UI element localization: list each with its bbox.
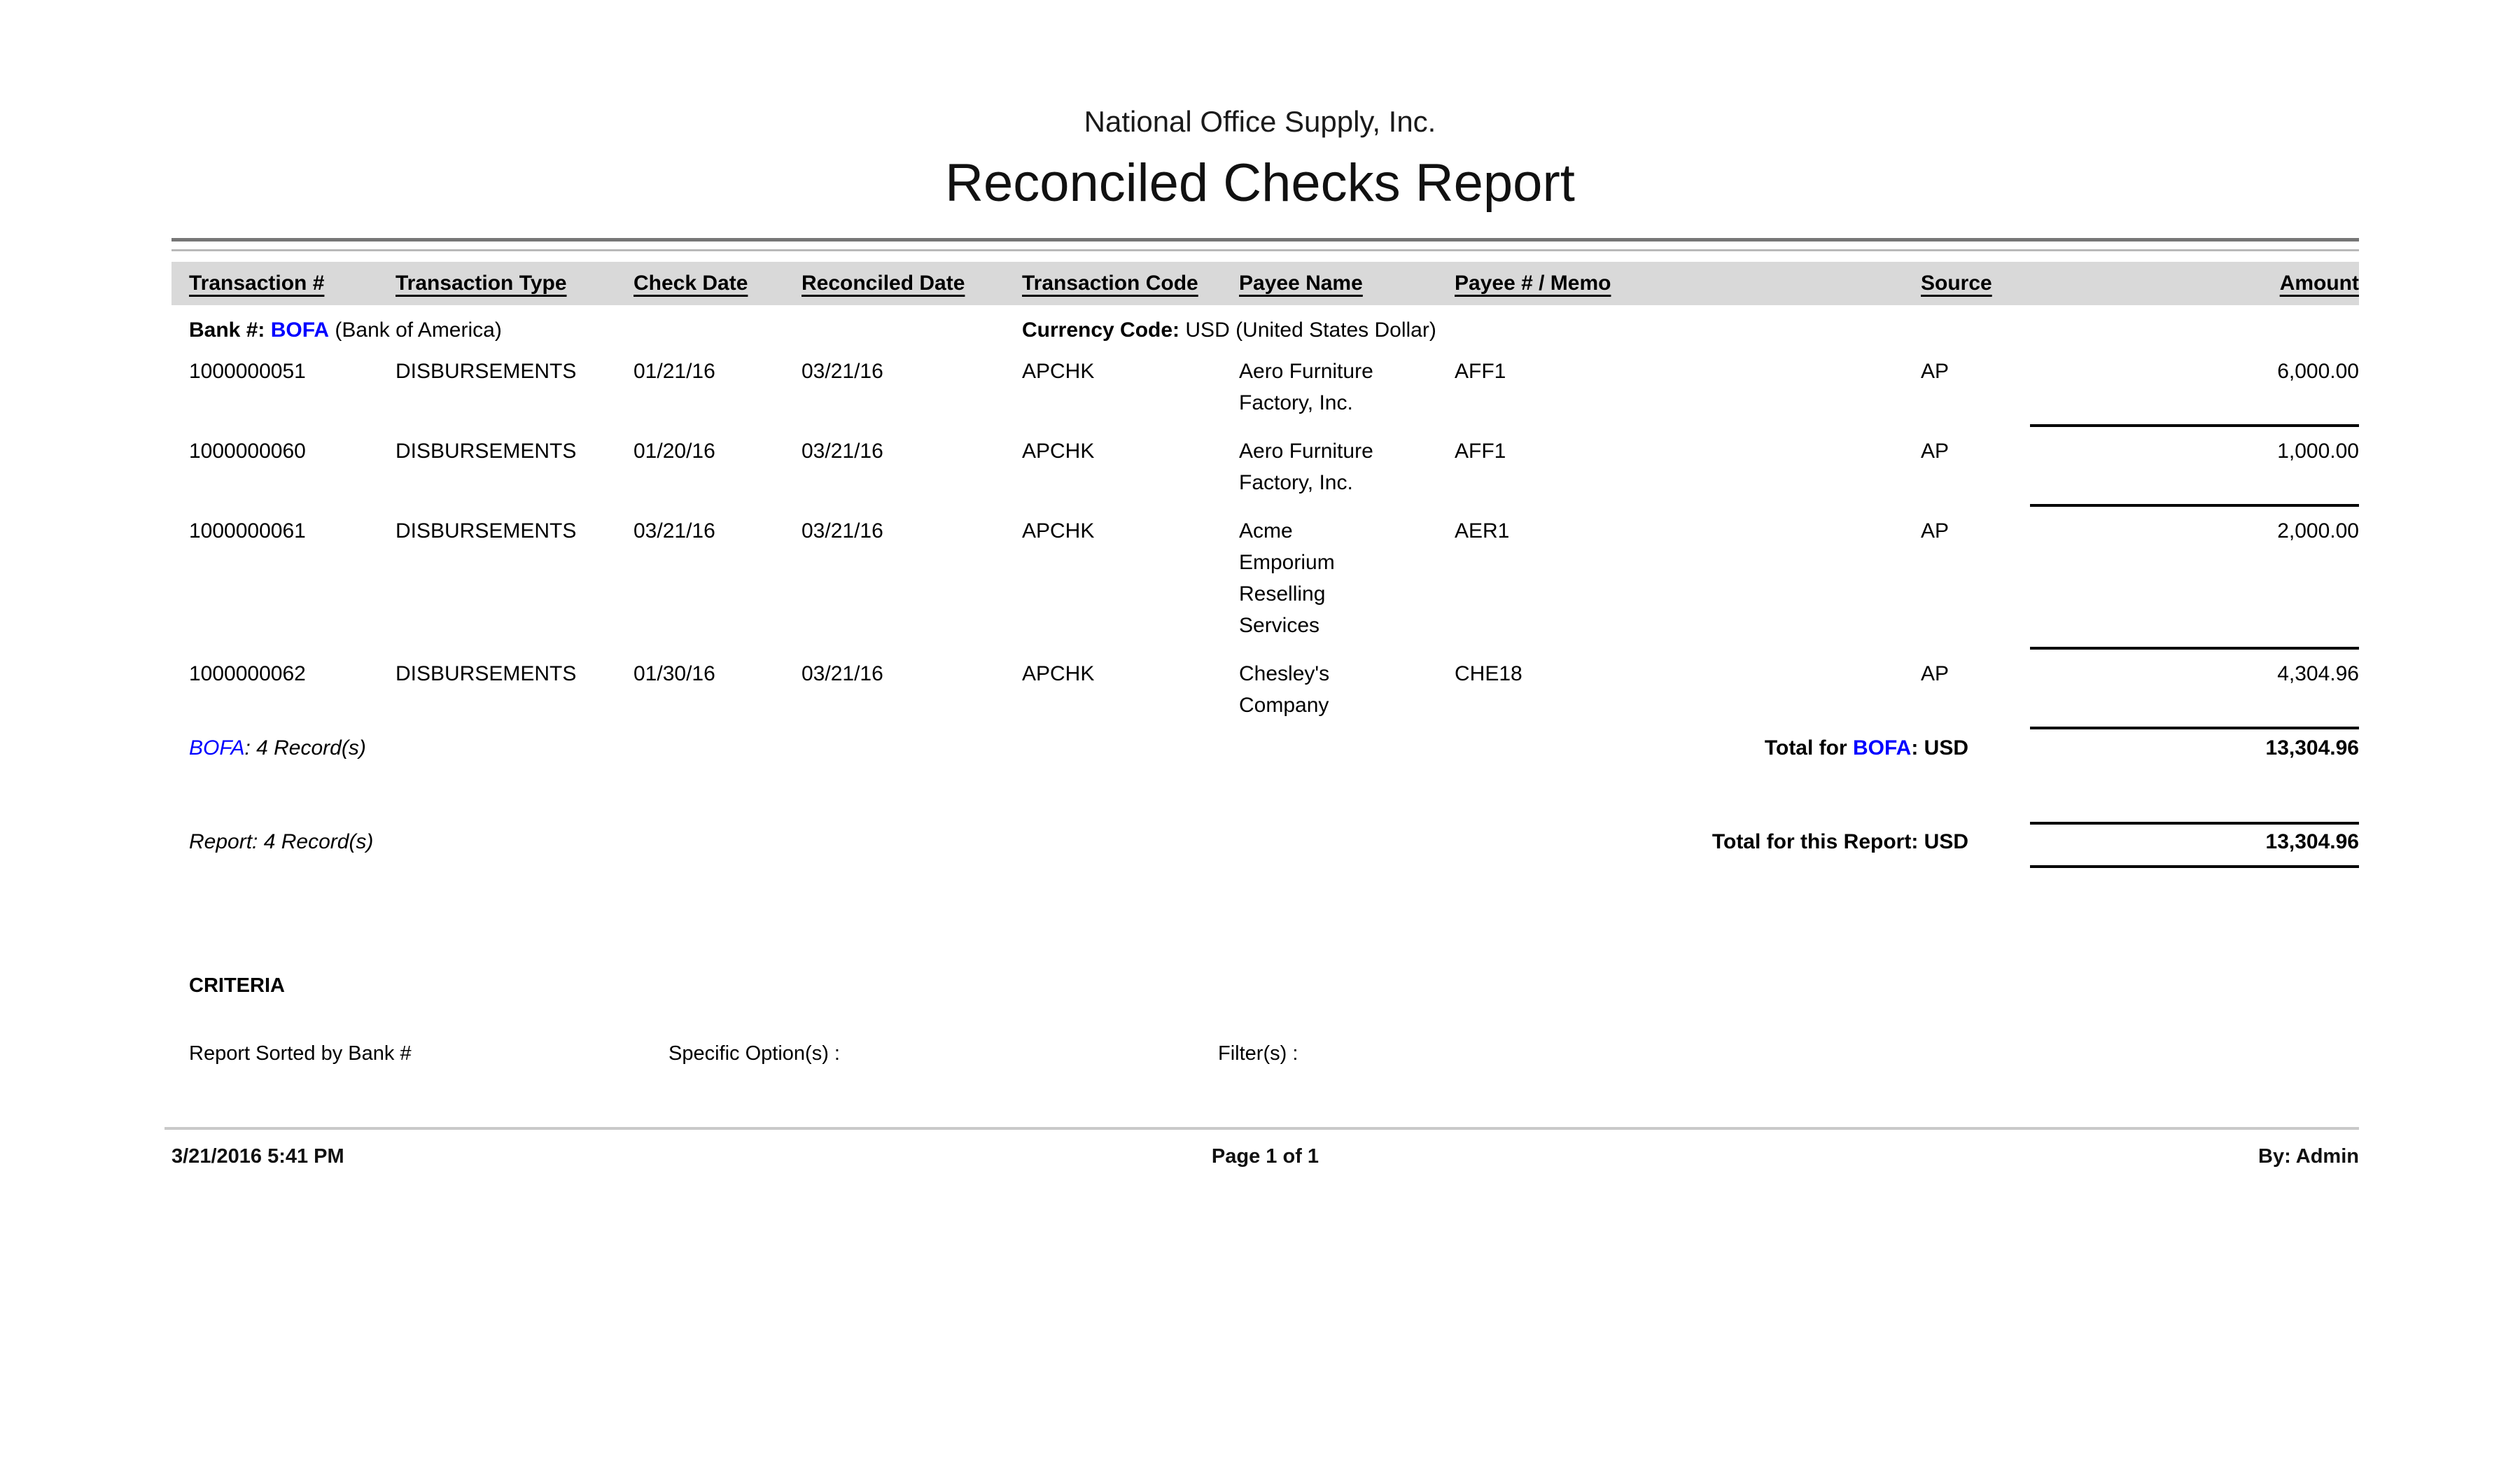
report-body	[172, 238, 2359, 1168]
group-record-count	[189, 736, 366, 760]
column-header-transaction-num: Transaction #	[189, 272, 325, 295]
column-header-transaction-type: Transaction Type	[396, 272, 567, 295]
cell-transaction-num: 1000000061	[189, 519, 306, 542]
report-total-row	[172, 830, 2359, 854]
group-total-left	[189, 736, 2030, 760]
column-header-payee-name: Payee Name	[1239, 272, 1363, 295]
cell-payee-name: Chesley's Company	[1239, 662, 1330, 717]
cell-reconciled-date: 03/21/16	[802, 662, 883, 685]
report-total-currency: USD	[1924, 830, 1968, 853]
cell-check-date: 01/21/16	[634, 360, 715, 383]
group-total-amount: 13,304.96	[2265, 736, 2359, 760]
table-row	[172, 435, 2359, 498]
bank-group-label	[189, 318, 1022, 342]
currency-value: USD (United States Dollar)	[1185, 318, 1436, 342]
cell-payee-name: Aero Furniture Factory, Inc.	[1239, 360, 1373, 414]
group-header-row	[172, 314, 2359, 347]
report-total-label-text: Total for this Report:	[1712, 830, 1924, 853]
cell-transaction-code: APCHK	[1022, 662, 1095, 685]
report-total-top-line	[2030, 822, 2359, 825]
amount-separator-line	[2030, 504, 2359, 507]
table-row	[172, 658, 2359, 721]
criteria-row	[172, 1042, 2359, 1065]
cell-payee-memo: AER1	[1455, 519, 1510, 542]
report-total-label	[1712, 830, 2030, 854]
column-header-reconciled-date: Reconciled Date	[802, 272, 965, 295]
cell-transaction-num: 1000000051	[189, 360, 306, 383]
cell-transaction-code: APCHK	[1022, 360, 1095, 383]
criteria-sorted-by: Report Sorted by Bank #	[189, 1042, 412, 1065]
cell-check-date: 03/21/16	[634, 519, 715, 542]
cell-transaction-code: APCHK	[1022, 440, 1095, 463]
cell-amount: 6,000.00	[2277, 360, 2359, 383]
cell-payee-name: Aero Furniture Factory, Inc.	[1239, 440, 1373, 494]
column-header-amount: Amount	[2279, 272, 2359, 295]
cell-source: AP	[1921, 440, 1949, 463]
cell-source: AP	[1921, 519, 1949, 542]
cell-transaction-code: APCHK	[1022, 519, 1095, 542]
bank-code: BOFA	[270, 318, 330, 342]
cell-source: AP	[1921, 662, 1949, 685]
report-record-count: Report: 4 Record(s)	[189, 830, 374, 853]
cell-transaction-type: DISBURSEMENTS	[396, 519, 577, 542]
cell-transaction-type: DISBURSEMENTS	[396, 440, 577, 463]
group-total-label	[1765, 736, 2030, 760]
cell-reconciled-date: 03/21/16	[802, 440, 883, 463]
cell-check-date: 01/20/16	[634, 440, 715, 463]
bank-label: Bank #:	[189, 318, 265, 342]
group-total-label-suffix: :	[1911, 736, 1924, 760]
table-row	[172, 515, 2359, 641]
cell-payee-memo: CHE18	[1455, 662, 1522, 685]
bank-name: (Bank of America)	[335, 318, 502, 342]
cell-amount: 2,000.00	[2277, 519, 2359, 542]
cell-reconciled-date: 03/21/16	[802, 519, 883, 542]
report-total-bottom-line	[2030, 865, 2359, 868]
cell-transaction-num: 1000000062	[189, 662, 306, 685]
group-total-label-prefix: Total for	[1764, 736, 1853, 760]
cell-transaction-type: DISBURSEMENTS	[396, 360, 577, 383]
page-title: Reconciled Checks Report	[945, 153, 1575, 213]
table-header-row	[172, 262, 2359, 305]
footer-generated-by: By: Admin	[2258, 1145, 2359, 1168]
criteria-filters: Filter(s) :	[1218, 1042, 1298, 1065]
amount-separator-line	[2030, 647, 2359, 650]
group-record-count-code: BOFA	[189, 736, 245, 760]
table-row	[172, 356, 2359, 419]
currency-group-label	[1022, 318, 1436, 342]
cell-payee-memo: AFF1	[1455, 360, 1506, 383]
cell-source: AP	[1921, 360, 1949, 383]
footer-row	[172, 1145, 2359, 1168]
column-header-source: Source	[1921, 272, 1992, 295]
criteria-specific-options: Specific Option(s) :	[668, 1042, 840, 1065]
cell-payee-name: Acme Emporium Reselling Services	[1239, 519, 1335, 637]
column-header-payee-memo: Payee # / Memo	[1455, 272, 1611, 295]
report-total-amount: 13,304.96	[2265, 830, 2359, 853]
cell-reconciled-date: 03/21/16	[802, 360, 883, 383]
footer-page-number: Page 1 of 1	[1211, 1145, 1320, 1168]
amount-separator-line	[2030, 424, 2359, 427]
cell-check-date: 01/30/16	[634, 662, 715, 685]
cell-amount: 4,304.96	[2277, 662, 2359, 685]
report-total-left	[189, 830, 2030, 854]
footer-rule	[164, 1127, 2359, 1130]
criteria-heading: CRITERIA	[189, 974, 285, 997]
cell-payee-memo: AFF1	[1455, 440, 1506, 463]
group-total-currency: USD	[1924, 736, 1968, 760]
group-record-count-rest: : 4 Record(s)	[244, 736, 366, 760]
cell-transaction-num: 1000000060	[189, 440, 306, 463]
column-header-transaction-code: Transaction Code	[1022, 272, 1198, 295]
cell-transaction-type: DISBURSEMENTS	[396, 662, 577, 685]
column-header-check-date: Check Date	[634, 272, 748, 295]
table-rows	[172, 356, 2359, 729]
top-rule-light	[172, 249, 2359, 251]
currency-label: Currency Code:	[1022, 318, 1180, 342]
top-rule-dark	[172, 238, 2359, 241]
group-total-label-code: BOFA	[1852, 736, 1912, 760]
group-total-row	[172, 736, 2359, 760]
company-name: National Office Supply, Inc.	[1084, 105, 1436, 138]
cell-amount: 1,000.00	[2277, 440, 2359, 463]
footer-datetime: 3/21/2016 5:41 PM	[172, 1145, 344, 1168]
amount-separator-line	[2030, 727, 2359, 729]
